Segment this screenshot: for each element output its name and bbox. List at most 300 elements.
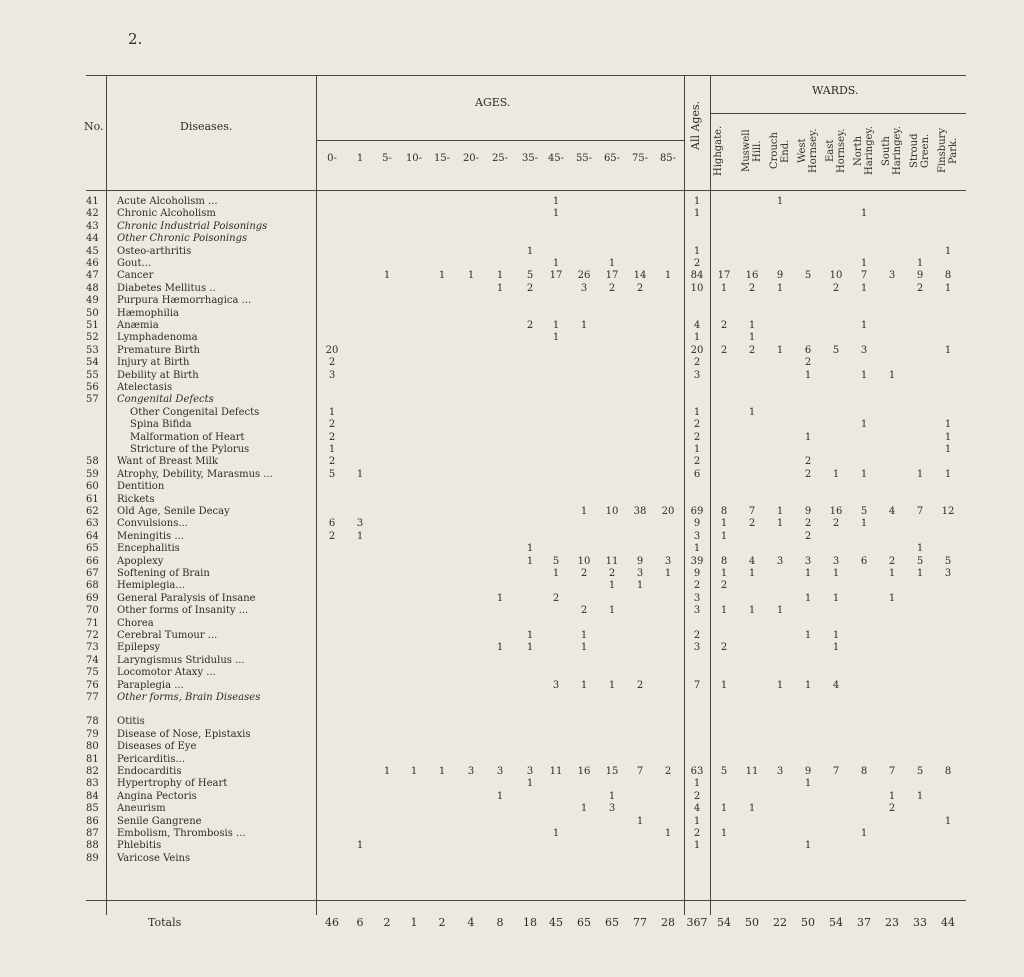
totals-cell: 37	[857, 916, 871, 929]
row-number: 58	[86, 456, 99, 468]
table-cell: 6	[328, 518, 336, 530]
table-cell: 1	[748, 568, 756, 579]
table-cell: 9	[693, 518, 701, 530]
table-cell: 1	[916, 468, 924, 480]
table-cell: 1	[580, 642, 588, 654]
table-cell: 8	[860, 766, 868, 777]
table-cell: 5	[328, 468, 336, 480]
table-cell: 1	[636, 580, 644, 592]
table-cell: 12	[941, 506, 955, 517]
table-cell: 2	[720, 580, 728, 592]
disease-label: Lymphadenoma	[117, 332, 198, 344]
table-cell: 1	[944, 419, 952, 431]
table-cell: 1	[580, 506, 588, 517]
table-cell: 11	[549, 766, 563, 777]
table-cell: 1	[860, 208, 868, 220]
table-cell: 20	[661, 506, 675, 517]
row-number: 56	[86, 382, 99, 393]
table-cell: 16	[745, 270, 759, 282]
row-number: 79	[86, 728, 99, 740]
table-cell: 1	[526, 543, 534, 555]
table-cell: 1	[693, 196, 701, 207]
table-cell: 3	[580, 282, 588, 294]
table-cell: 1	[944, 282, 952, 294]
row-number: 78	[86, 716, 99, 728]
disease-label: Atrophy, Debility, Marasmus ...	[117, 468, 273, 480]
table-cell: 1	[664, 568, 672, 579]
table-cell: 1	[860, 518, 868, 530]
table-cell: 5	[720, 766, 728, 777]
table-cell: 1	[720, 605, 728, 617]
table-cell: 10	[605, 506, 619, 517]
table-cell: 63	[690, 766, 704, 777]
table-cell: 6	[860, 555, 868, 567]
table-cell: 69	[690, 506, 704, 517]
header-rule	[86, 190, 966, 191]
table-cell: 5	[916, 555, 924, 567]
table-cell: 1	[580, 630, 588, 641]
table-cell: 10	[690, 282, 704, 294]
table-cell: 5	[526, 270, 534, 282]
table-cell: 17	[717, 270, 731, 282]
table-cell: 1	[356, 468, 364, 480]
table-cell: 1	[916, 543, 924, 555]
table-cell: 1	[496, 642, 504, 654]
row-number: 71	[86, 617, 99, 629]
disease-label: Injury at Birth	[117, 357, 190, 369]
table-cell: 1	[580, 803, 588, 815]
table-cell: 3	[636, 568, 644, 579]
ward-col-header: Crouch End.	[769, 132, 791, 170]
table-cell: 1	[888, 790, 896, 802]
row-number: 72	[86, 630, 99, 641]
table-cell: 1	[496, 592, 504, 604]
table-cell: 1	[832, 568, 840, 579]
disease-label: Old Age, Senile Decay	[117, 506, 230, 517]
table-cell: 2	[888, 555, 896, 567]
table-cell: 1	[944, 245, 952, 257]
table-cell: 1	[496, 270, 504, 282]
table-cell: 3	[496, 766, 504, 777]
row-number: 85	[86, 803, 99, 815]
table-cell: 1	[776, 605, 784, 617]
table-cell: 1	[860, 320, 868, 331]
header-diseases: Diseases.	[180, 120, 233, 133]
disease-label: Cancer	[117, 270, 154, 282]
table-cell: 1	[552, 320, 560, 331]
table-cell: 1	[944, 815, 952, 827]
table-cell: 1	[804, 679, 812, 691]
table-cell: 7	[832, 766, 840, 777]
disease-label: Other forms, Brain Diseases	[117, 692, 261, 703]
table-cell: 7	[888, 766, 896, 777]
table-cell: 9	[776, 270, 784, 282]
table-cell: 9	[636, 555, 644, 567]
table-cell: 1	[526, 642, 534, 654]
table-cell: 1	[748, 332, 756, 344]
table-cell: 84	[690, 270, 704, 282]
table-cell: 1	[860, 369, 868, 381]
table-cell: 1	[748, 803, 756, 815]
table-cell: 1	[944, 444, 952, 455]
table-cell: 1	[693, 778, 701, 790]
table-cell: 3	[804, 555, 812, 567]
totals-cell: 23	[885, 916, 899, 929]
row-number: 80	[86, 741, 99, 753]
ages-subrule	[316, 140, 684, 141]
row-number: 86	[86, 815, 99, 827]
header-wards: WARDS.	[812, 84, 859, 97]
table-cell: 2	[693, 431, 701, 443]
row-number: 89	[86, 852, 99, 864]
age-col-header: 35-	[521, 153, 539, 164]
table-cell: 1	[832, 642, 840, 654]
table-cell: 1	[496, 282, 504, 294]
totals-cell: 6	[356, 916, 364, 929]
table-cell: 1	[552, 258, 560, 269]
table-cell: 16	[829, 506, 843, 517]
col-rule-no	[106, 75, 107, 915]
disease-label: Encephalitis	[117, 543, 180, 555]
table-cell: 2	[916, 282, 924, 294]
totals-cell: 50	[745, 916, 759, 929]
table-cell: 8	[720, 555, 728, 567]
table-cell: 3	[693, 530, 701, 542]
row-number: 66	[86, 555, 99, 567]
disease-label: Epilepsy	[117, 642, 161, 654]
age-col-header: 10-	[405, 153, 423, 164]
totals-cell: 44	[941, 916, 955, 929]
table-cell: 2	[720, 344, 728, 356]
row-number: 87	[86, 828, 99, 839]
row-number: 64	[86, 530, 99, 542]
table-cell: 2	[804, 456, 812, 468]
row-number: 69	[86, 592, 99, 604]
disease-label: Aneurism	[117, 803, 166, 815]
table-cell: 2	[693, 630, 701, 641]
table-cell: 1	[804, 431, 812, 443]
table-cell: 2	[720, 642, 728, 654]
table-cell: 1	[888, 592, 896, 604]
table-cell: 3	[860, 344, 868, 356]
table-cell: 1	[356, 530, 364, 542]
disease-label: Apoplexy	[117, 555, 164, 567]
disease-label: Softening of Brain	[117, 568, 210, 579]
table-cell: 9	[804, 506, 812, 517]
table-cell: 1	[804, 630, 812, 641]
row-number: 68	[86, 580, 99, 592]
table-cell: 2	[693, 580, 701, 592]
table-cell: 2	[748, 344, 756, 356]
table-cell: 20	[690, 344, 704, 356]
table-cell: 1	[552, 568, 560, 579]
table-cell: 1	[608, 790, 616, 802]
table-cell: 10	[577, 555, 591, 567]
table-cell: 1	[860, 419, 868, 431]
totals-label: Totals	[148, 916, 182, 929]
row-number: 81	[86, 753, 99, 765]
table-cell: 1	[608, 679, 616, 691]
disease-label: Disease of Nose, Epistaxis	[117, 728, 251, 740]
ward-col-header: Stroud Green.	[909, 133, 931, 169]
disease-label: Angina Pectoris	[117, 790, 197, 802]
table-cell: 9	[804, 766, 812, 777]
table-cell: 2	[328, 431, 336, 443]
table-cell: 1	[720, 568, 728, 579]
table-cell: 1	[526, 245, 534, 257]
table-cell: 38	[633, 506, 647, 517]
table-cell: 1	[860, 468, 868, 480]
age-col-header: 0-	[327, 153, 337, 164]
totals-cell: 22	[773, 916, 787, 929]
disease-label: Dentition	[117, 481, 165, 493]
table-cell: 2	[328, 419, 336, 431]
table-cell: 1	[580, 320, 588, 331]
table-cell: 1	[693, 543, 701, 555]
ward-col-header: South Haringey.	[881, 126, 903, 176]
table-cell: 2	[608, 282, 616, 294]
totals-rule	[86, 900, 966, 901]
row-number: 54	[86, 357, 99, 369]
row-number: 46	[86, 258, 99, 269]
row-number: 51	[86, 320, 99, 331]
table-cell: 3	[693, 605, 701, 617]
row-number: 59	[86, 468, 99, 480]
disease-label: Anæmia	[117, 320, 159, 331]
table-cell: 2	[608, 568, 616, 579]
table-cell: 1	[776, 518, 784, 530]
table-cell: 3	[328, 369, 336, 381]
table-cell: 4	[693, 803, 701, 815]
table-cell: 1	[748, 320, 756, 331]
row-number: 53	[86, 344, 99, 356]
wards-subrule	[710, 113, 966, 114]
table-cell: 3	[888, 270, 896, 282]
disease-label: General Paralysis of Insane	[117, 592, 256, 604]
table-cell: 5	[832, 344, 840, 356]
table-cell: 5	[916, 766, 924, 777]
table-cell: 8	[720, 506, 728, 517]
table-cell: 16	[577, 766, 591, 777]
disease-label: Debility at Birth	[117, 369, 199, 381]
row-number: 41	[86, 196, 99, 207]
disease-label: Other forms of Insanity ...	[117, 605, 249, 617]
table-cell: 1	[944, 431, 952, 443]
row-number: 55	[86, 369, 99, 381]
table-cell: 2	[804, 357, 812, 369]
table-cell: 1	[804, 568, 812, 579]
table-cell: 2	[693, 258, 701, 269]
table-cell: 7	[916, 506, 924, 517]
table-cell: 2	[552, 592, 560, 604]
table-cell: 1	[804, 840, 812, 852]
disease-label: Spina Bifida	[130, 419, 192, 431]
table-cell: 4	[693, 320, 701, 331]
table-cell: 1	[916, 568, 924, 579]
disease-label: Purpura Hæmorrhagica ...	[117, 295, 252, 307]
totals-cell: 65	[577, 916, 591, 929]
table-cell: 1	[496, 790, 504, 802]
table-cell: 1	[888, 369, 896, 381]
disease-label: Gout...	[117, 258, 152, 269]
table-cell: 3	[664, 555, 672, 567]
disease-label: Atelectasis	[117, 382, 173, 393]
ward-col-header: West Hornsey.	[797, 128, 819, 174]
table-cell: 1	[552, 196, 560, 207]
row-number: 52	[86, 332, 99, 344]
table-cell: 1	[438, 270, 446, 282]
table-cell: 3	[832, 555, 840, 567]
disease-label: Malformation of Heart	[130, 431, 245, 443]
totals-cell: 1	[410, 916, 418, 929]
table-cell: 3	[776, 766, 784, 777]
table-cell: 1	[776, 344, 784, 356]
row-number: 88	[86, 840, 99, 852]
disease-label: Other Chronic Poisonings	[117, 233, 248, 245]
table-cell: 1	[720, 282, 728, 294]
table-cell: 4	[748, 555, 756, 567]
table-cell: 1	[552, 208, 560, 220]
table-cell: 1	[860, 828, 868, 839]
disease-label: Varicose Veins	[117, 852, 191, 864]
age-col-header: 5-	[382, 153, 392, 164]
table-cell: 5	[804, 270, 812, 282]
age-col-header: 85-	[659, 153, 677, 164]
table-cell: 2	[664, 766, 672, 777]
totals-cell: 54	[717, 916, 731, 929]
totals-cell: 4	[467, 916, 475, 929]
disease-label: Phlebitis	[117, 840, 162, 852]
table-cell: 8	[944, 270, 952, 282]
table-cell: 1	[804, 369, 812, 381]
disease-label: Osteo-arthritis	[117, 245, 192, 257]
table-cell: 3	[693, 642, 701, 654]
disease-label: Meningitis ...	[117, 530, 184, 542]
table-cell: 9	[693, 568, 701, 579]
table-cell: 1	[383, 766, 391, 777]
top-rule	[86, 75, 966, 76]
table-cell: 1	[720, 679, 728, 691]
row-number: 62	[86, 506, 99, 517]
table-cell: 2	[526, 320, 534, 331]
row-number: 77	[86, 692, 99, 703]
page-number: 2.	[128, 30, 143, 48]
disease-label: Hemiplegia...	[117, 580, 185, 592]
table-cell: 1	[636, 815, 644, 827]
table-cell: 1	[693, 245, 701, 257]
table-cell: 2	[832, 282, 840, 294]
row-number: 75	[86, 667, 99, 679]
disease-label: Other Congenital Defects	[130, 406, 260, 418]
row-number: 61	[86, 493, 99, 505]
table-cell: 6	[693, 468, 701, 480]
disease-label: Cerebral Tumour ...	[117, 630, 218, 641]
table-cell: 1	[664, 828, 672, 839]
table-cell: 2	[804, 468, 812, 480]
disease-label: Embolism, Thrombosis ...	[117, 828, 246, 839]
table-cell: 2	[693, 456, 701, 468]
table-cell: 7	[860, 270, 868, 282]
totals-cell: 46	[325, 916, 339, 929]
disease-label: Chronic Industrial Poisonings	[117, 220, 268, 232]
table-cell: 1	[580, 679, 588, 691]
disease-label: Congenital Defects	[117, 394, 214, 406]
totals-cell: 2	[438, 916, 446, 929]
table-cell: 2	[693, 828, 701, 839]
totals-cell: 50	[801, 916, 815, 929]
row-number: 48	[86, 282, 99, 294]
disease-label: Diseases of Eye	[117, 741, 197, 753]
row-number: 73	[86, 642, 99, 654]
ward-col-header: North Haringey.	[853, 126, 875, 176]
disease-label: Paraplegia ...	[117, 679, 184, 691]
table-cell: 3	[526, 766, 534, 777]
table-cell: 1	[832, 468, 840, 480]
table-cell: 3	[693, 369, 701, 381]
table-cell: 3	[944, 568, 952, 579]
row-number: 60	[86, 481, 99, 493]
table-cell: 1	[693, 815, 701, 827]
table-cell: 6	[804, 344, 812, 356]
table-cell: 7	[636, 766, 644, 777]
table-cell: 20	[325, 344, 339, 356]
table-cell: 1	[720, 828, 728, 839]
totals-cell: 8	[496, 916, 504, 929]
table-cell: 1	[776, 506, 784, 517]
disease-label: Stricture of the Pylorus	[130, 444, 250, 455]
disease-label: Rickets	[117, 493, 155, 505]
table-cell: 1	[916, 790, 924, 802]
row-number: 82	[86, 766, 99, 777]
ward-col-header: Muswell Hill.	[741, 129, 763, 173]
table-cell: 1	[693, 332, 701, 344]
table-cell: 17	[605, 270, 619, 282]
table-cell: 17	[549, 270, 563, 282]
table-cell: 2	[804, 518, 812, 530]
table-cell: 1	[608, 258, 616, 269]
table-cell: 4	[832, 679, 840, 691]
table-cell: 1	[467, 270, 475, 282]
ward-col-header: Highgate.	[713, 125, 724, 177]
table-cell: 2	[636, 282, 644, 294]
table-cell: 1	[693, 840, 701, 852]
table-cell: 2	[328, 456, 336, 468]
age-col-header: 20-	[462, 153, 480, 164]
totals-cell: 45	[549, 916, 563, 929]
ward-col-header: Finsbury Park.	[937, 128, 959, 174]
table-cell: 1	[776, 679, 784, 691]
disease-label: Senile Gangrene	[117, 815, 202, 827]
table-cell: 15	[605, 766, 619, 777]
table-cell: 3	[467, 766, 475, 777]
row-number: 84	[86, 790, 99, 802]
table-cell: 2	[580, 568, 588, 579]
header-all-ages: All Ages.	[689, 100, 702, 150]
table-cell: 7	[693, 679, 701, 691]
age-col-header: 75-	[631, 153, 649, 164]
table-cell: 39	[690, 555, 704, 567]
table-cell: 5	[944, 555, 952, 567]
table-cell: 8	[944, 766, 952, 777]
header-ages: AGES.	[475, 96, 511, 109]
table-cell: 2	[693, 357, 701, 369]
table-cell: 10	[829, 270, 843, 282]
table-cell: 3	[552, 679, 560, 691]
disease-label: Hypertrophy of Heart	[117, 778, 228, 790]
row-number: 76	[86, 679, 99, 691]
row-number: 70	[86, 605, 99, 617]
table-cell: 1	[526, 630, 534, 641]
